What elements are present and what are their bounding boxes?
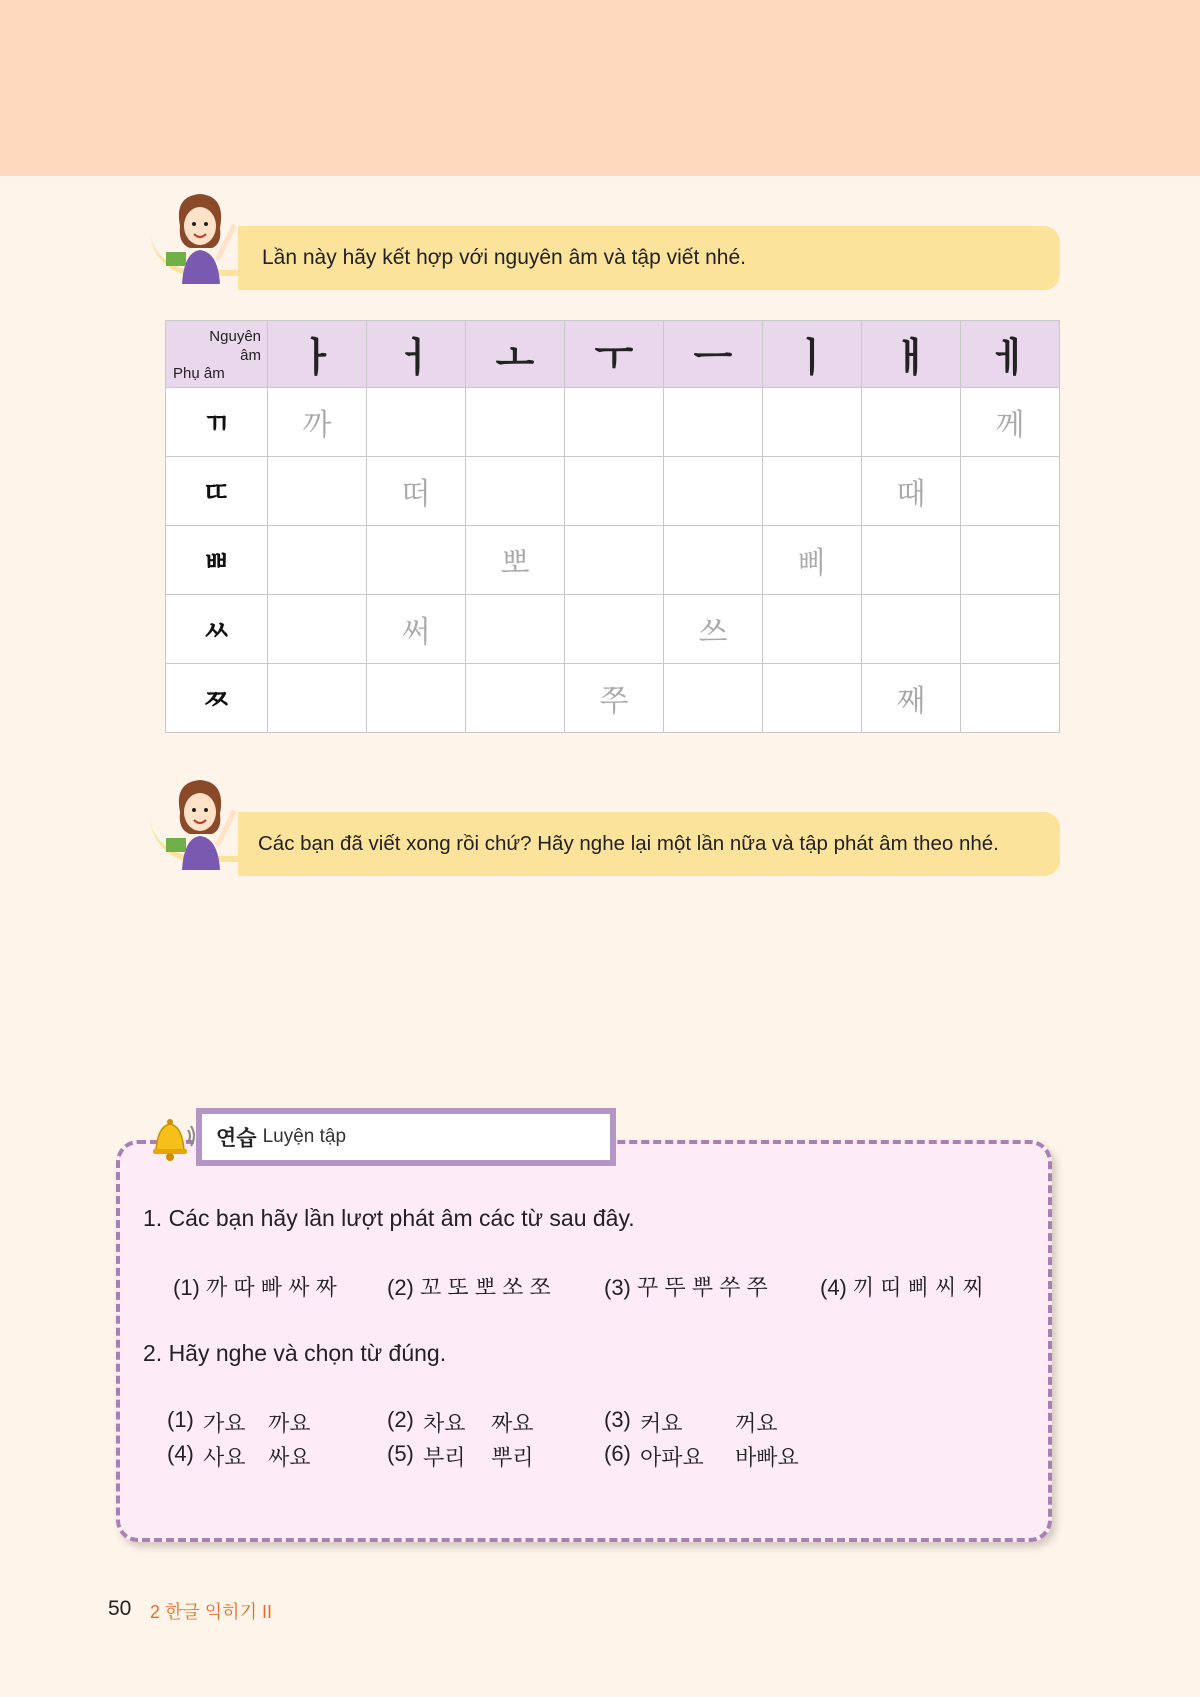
table-row [166,595,1060,664]
corner-vowel-label: Nguyên âm [209,328,261,364]
syllable-cell[interactable] [664,457,763,526]
syllable-cell[interactable] [763,388,862,457]
chapter-label: 2 한글 익히기 II [150,1602,272,1622]
syllable-cell[interactable] [664,664,763,733]
syllable-cell[interactable] [862,388,961,457]
q2-choice[interactable]: 가요 [203,1411,246,1436]
table-corner-cell [166,321,268,388]
q1-option: (4) 끼 띠 삐 씨 찌 [820,1275,984,1300]
consonant-cell: ㄲ [166,388,268,457]
question-2-title: 2. Hãy nghe và chọn từ đúng. [143,1340,447,1366]
q2-choice[interactable]: 부리 [423,1445,466,1470]
page-number: 50 [108,1597,132,1620]
bell-icon [148,1112,196,1162]
syllable-cell[interactable] [367,388,466,457]
syllable-cell[interactable] [268,664,367,733]
syllable-cell[interactable] [466,457,565,526]
table-row [166,526,1060,595]
practice-label-korean: 연습 [216,1127,257,1150]
teacher-illustration [160,772,242,872]
q2-choice[interactable]: 까요 [268,1411,311,1436]
table-row [166,457,1060,526]
syllable-cell[interactable]: 쓰 [664,595,763,664]
syllable-cell[interactable] [367,664,466,733]
q2-choice[interactable]: 짜요 [491,1411,534,1436]
syllable-cell[interactable]: 께 [961,388,1060,457]
q2-choice[interactable]: 차요 [423,1411,466,1436]
syllable-cell[interactable] [565,457,664,526]
q2-choice[interactable]: 아파요 [640,1445,704,1470]
syllable-cell[interactable]: 쭈 [565,664,664,733]
syllable-cell[interactable] [862,595,961,664]
q2-choice[interactable]: 싸요 [268,1445,311,1470]
syllable-cell[interactable] [961,526,1060,595]
consonant-cell: ㅃ [166,526,268,595]
q2-choice[interactable]: 커요 [640,1411,683,1436]
syllable-cell[interactable]: 까 [268,388,367,457]
vowel-header: ㅜ [565,321,664,388]
vowel-header: ㅏ [268,321,367,388]
syllable-cell[interactable]: 떠 [367,457,466,526]
syllable-cell[interactable]: 때 [862,457,961,526]
q1-option: (3) 꾸 뚜 뿌 쑤 쭈 [604,1275,768,1300]
instruction-row-2 [150,772,1060,882]
syllable-cell[interactable] [961,457,1060,526]
q1-option: (2) 꼬 또 뽀 쏘 쪼 [387,1275,551,1300]
consonant-vowel-table [165,320,1060,733]
syllable-cell[interactable] [268,457,367,526]
vowel-header: ㅓ [367,321,466,388]
question-1-title: 1. Các bạn hãy lần lượt phát âm các từ sau đây. [143,1205,635,1231]
syllable-cell[interactable]: 삐 [763,526,862,595]
q2-choice[interactable]: 뿌리 [491,1445,534,1470]
syllable-cell[interactable] [664,388,763,457]
instruction-row-1 [150,186,1060,296]
q2-item-number: (6) [604,1441,631,1466]
syllable-cell[interactable] [565,388,664,457]
syllable-cell[interactable] [466,664,565,733]
syllable-cell[interactable] [862,526,961,595]
syllable-cell[interactable] [367,526,466,595]
top-banner [0,0,1200,176]
q2-item-number: (1) [167,1407,194,1432]
syllable-cell[interactable] [961,595,1060,664]
q2-choice[interactable]: 사요 [203,1445,246,1470]
syllable-cell[interactable]: 뽀 [466,526,565,595]
teacher-illustration [160,186,242,286]
syllable-cell[interactable] [268,526,367,595]
q2-choice[interactable]: 바빠요 [735,1445,799,1470]
vowel-header: ㅐ [862,321,961,388]
syllable-cell[interactable]: 써 [367,595,466,664]
consonant-cell: ㄸ [166,457,268,526]
consonant-cell: ㅉ [166,664,268,733]
consonant-cell: ㅆ [166,595,268,664]
syllable-cell[interactable] [466,388,565,457]
practice-tab [196,1108,616,1166]
q2-item-number: (5) [387,1441,414,1466]
syllable-cell[interactable] [466,595,565,664]
vowel-header: ㅣ [763,321,862,388]
syllable-cell[interactable] [763,664,862,733]
syllable-cell[interactable] [565,595,664,664]
vowel-header: ㅡ [664,321,763,388]
table-row [166,388,1060,457]
instruction-text-1: Lần này hãy kết hợp với nguyên âm và tập viết nhé. [262,246,747,269]
syllable-cell[interactable] [961,664,1060,733]
instruction-text-2: Các bạn đã viết xong rồi chứ? Hãy nghe lại một lần nữa và tập phát âm theo nhé. [258,832,999,855]
instruction-bubble-2 [238,812,1060,876]
corner-consonant-label: Phụ âm [173,365,225,382]
vowel-header: ㅔ [961,321,1060,388]
vowel-header: ㅗ [466,321,565,388]
q1-option: (1) 까 따 빠 싸 짜 [173,1275,337,1300]
q2-item-number: (2) [387,1407,414,1432]
q2-item-number: (4) [167,1441,194,1466]
syllable-cell[interactable] [565,526,664,595]
syllable-cell[interactable] [664,526,763,595]
q2-item-number: (3) [604,1407,631,1432]
table-header-row [166,321,1060,388]
practice-label-viet: Luyện tập [262,1126,347,1147]
syllable-cell[interactable] [763,595,862,664]
syllable-cell[interactable]: 째 [862,664,961,733]
table-row [166,664,1060,733]
syllable-cell[interactable] [763,457,862,526]
syllable-cell[interactable] [268,595,367,664]
instruction-bubble-1 [238,226,1060,290]
q2-choice[interactable]: 꺼요 [735,1411,778,1436]
